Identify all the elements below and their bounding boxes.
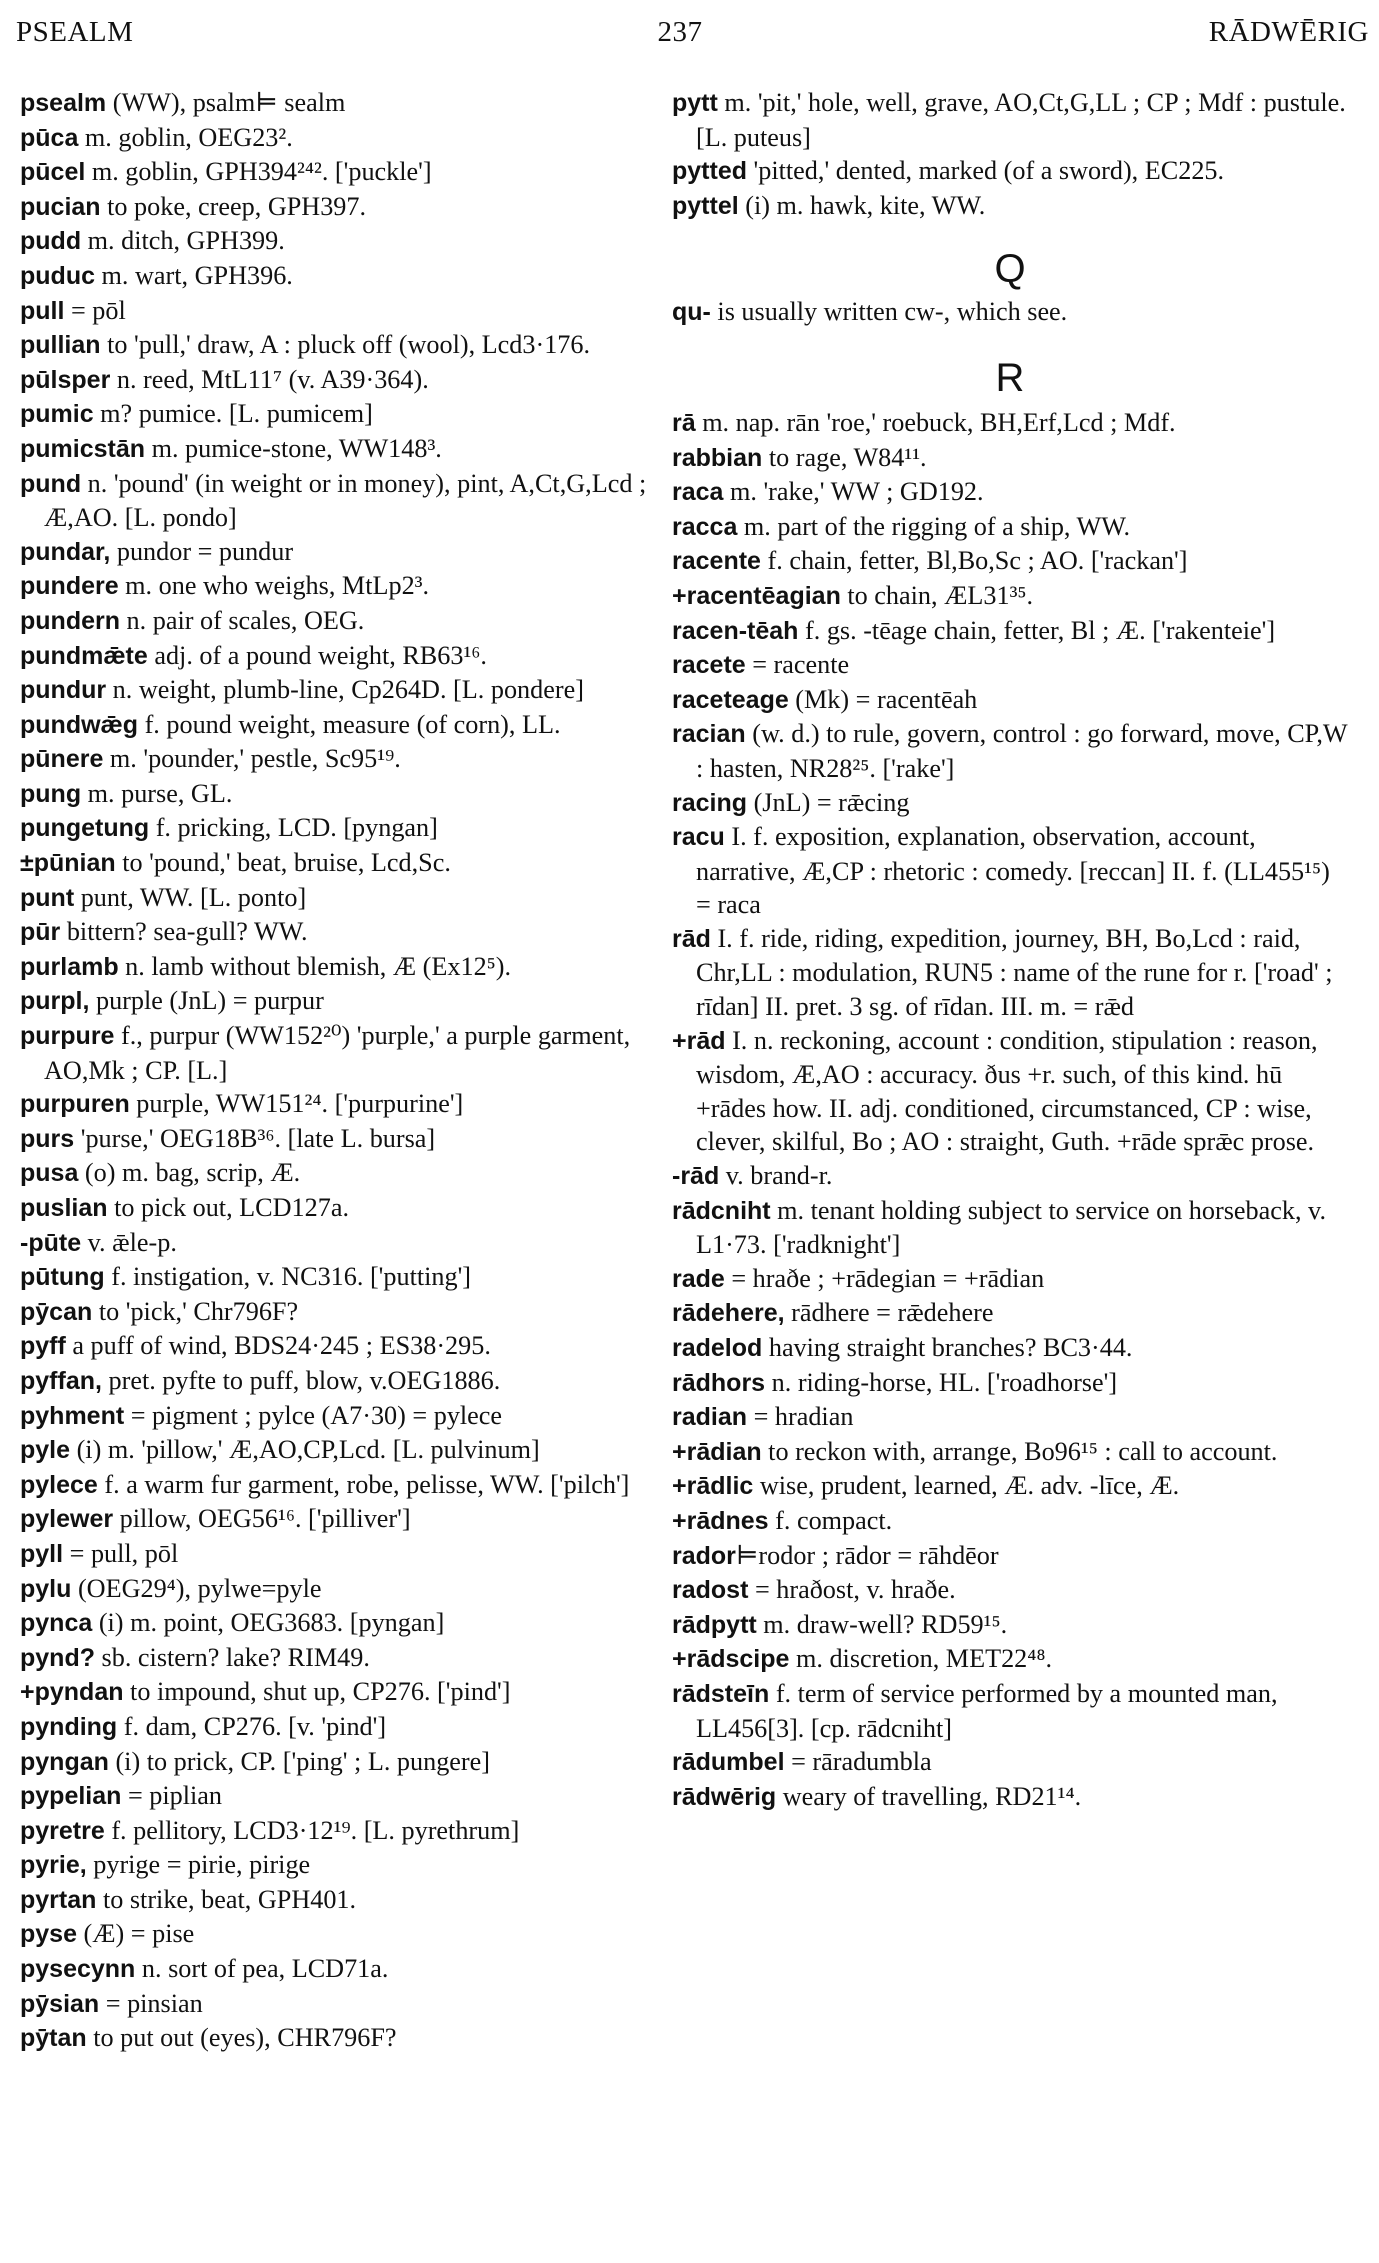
dictionary-entry [672, 1608, 1348, 1643]
entry-definition: f. chain, fetter, Bl,Bo,Sc ; AO. ['rackan'] [760, 546, 1188, 576]
entry-headword: purs [20, 1124, 75, 1153]
entry-definition: 'purse,' OEG18B³⁶. [late L. bursa] [74, 1123, 436, 1153]
dictionary-entry [672, 1539, 1348, 1574]
dictionary-entry [20, 1364, 668, 1399]
dictionary-entry [20, 1537, 668, 1572]
dictionary-entry [20, 915, 668, 950]
entry-headword: pȳtan [20, 2024, 87, 2053]
entry-headword: +rādian [672, 1437, 762, 1466]
dictionary-entry [20, 1606, 668, 1641]
entry-definition: (Æ) = pise [76, 1919, 195, 1949]
entry-headword: pūnere [20, 745, 104, 774]
header-right-guideword: RĀDWĒRIG [1208, 16, 1369, 48]
dictionary-entry [672, 922, 1348, 1024]
section-heading-q: Q [994, 247, 1026, 292]
entry-definition: (Mk) = racentēah [788, 684, 978, 714]
entry-definition: = pōl [64, 295, 126, 325]
entry-definition: f. gs. -tēage chain, fetter, Bl ; Æ. ['rakenteie'] [798, 615, 1276, 645]
dictionary-entry [20, 1260, 668, 1295]
dictionary-entry [20, 121, 668, 156]
dictionary-entry [672, 1780, 1348, 1815]
dictionary-entry [20, 673, 668, 708]
entry-definition: m. draw-well? RD59¹⁵. [756, 1609, 1008, 1639]
entry-headword: ±pūnian [20, 849, 116, 878]
entry-definition: m. wart, GPH396. [95, 260, 293, 290]
entry-headword: pūca [20, 123, 79, 152]
entry-definition: m. goblin, OEG23². [78, 122, 293, 152]
dictionary-entry [20, 86, 668, 121]
section-heading-r: R [995, 355, 1025, 400]
entry-headword: pundar, [20, 537, 111, 566]
entry-headword: rador [672, 1541, 736, 1570]
entry-definition: purple, WW151²⁴. ['purpurine'] [129, 1089, 464, 1119]
entry-definition: sb. cistern? lake? RIM49. [95, 1642, 370, 1672]
entry-headword: qu- [672, 298, 711, 327]
entry-headword: racu [672, 823, 725, 852]
entry-headword: pundere [20, 572, 119, 601]
dictionary-entry [672, 786, 1348, 821]
right-column-q-entries [672, 295, 1348, 330]
entry-headword: pȳcan [20, 1297, 93, 1326]
entry-definition: (w. d.) to rule, govern, control : go forward, move, CP,W : hasten, NR28²⁵. ['rake'] [696, 719, 1348, 783]
dictionary-entry [20, 1329, 668, 1364]
entry-definition: pret. pyfte to puff, blow, v.OEG1886. [101, 1365, 501, 1395]
dictionary-entry [20, 1572, 668, 1607]
entry-headword: pylewer [20, 1505, 114, 1534]
entry-definition: to 'pound,' beat, bruise, Lcd,Sc. [115, 848, 451, 878]
entry-headword: racing [672, 788, 748, 817]
entry-headword: pytted [672, 157, 747, 186]
dictionary-entry [20, 1191, 668, 1226]
entry-definition: m. purse, GL. [81, 778, 233, 808]
dictionary-entry [672, 1296, 1348, 1331]
entry-headword: rād [672, 924, 711, 953]
entry-definition: n. weight, plumb-line, Cp264D. [L. pondere] [106, 675, 584, 705]
entry-headword: racete [672, 651, 746, 680]
entry-headword: puslian [20, 1194, 108, 1222]
entry-headword: raca [672, 478, 724, 507]
entry-headword: psealm [20, 89, 107, 117]
entry-headword: -rād [672, 1162, 720, 1191]
entry-definition: to impound, shut up, CP276. ['pind'] [123, 1677, 511, 1707]
entry-definition: m. 'pit,' hole, well, grave, AO,Ct,G,LL ; CP ; Mdf : pustule. [L. puteus] [696, 88, 1346, 152]
entry-headword: +racentēagian [672, 581, 841, 610]
entry-headword: purlamb [20, 952, 119, 981]
entry-headword: pudd [20, 227, 82, 256]
entry-definition: purple (JnL) = purpur [89, 986, 324, 1016]
dictionary-entry [20, 708, 668, 743]
dictionary-entry [672, 1366, 1348, 1401]
entry-headword: puduc [20, 261, 95, 290]
entry-headword: purpure [20, 1022, 115, 1051]
entry-headword: pusa [20, 1159, 79, 1188]
entry-headword: pyff [20, 1332, 66, 1361]
entry-headword: pyll [20, 1539, 64, 1568]
entry-headword: pundern [20, 606, 120, 635]
entry-headword: purpl, [20, 987, 90, 1016]
dictionary-entry [672, 475, 1348, 510]
entry-definition: n. sort of pea, LCD71a. [135, 1954, 389, 1984]
dictionary-entry [20, 259, 668, 294]
dictionary-entry [20, 328, 668, 363]
entry-definition: n. riding-horse, HL. ['roadhorse'] [765, 1367, 1118, 1397]
entry-definition: adj. of a pound weight, RB63¹⁶. [147, 640, 487, 670]
dictionary-entry [672, 820, 1348, 922]
entry-headword: pynd? [20, 1643, 95, 1672]
entry-headword: racente [672, 547, 761, 576]
dictionary-entry [672, 1194, 1348, 1262]
entry-definition: punt, WW. [L. ponto] [74, 882, 307, 912]
dictionary-entry [20, 2021, 668, 2056]
dictionary-entry [20, 1019, 668, 1087]
dictionary-entry [672, 1504, 1348, 1539]
entry-headword: +rādscipe [672, 1645, 790, 1674]
entry-headword: racca [672, 512, 738, 541]
entry-definition: = racente [745, 650, 850, 680]
entry-definition: I. f. ride, riding, expedition, journey, BH, Bo,Lcd : raid, Chr,LL : modulation, RUN5 : name of the rune for r. ['road' ; rīdan] II. pret. 3 sg. of rīdan. III. m. = rǣd [696, 923, 1333, 1022]
entry-definition: to poke, creep, GPH397. [100, 191, 367, 221]
header-left-guideword: PSEALM [16, 16, 134, 48]
right-column-r-entries [672, 406, 1348, 1814]
entry-headword: pundur [20, 676, 107, 705]
entry-headword: racian [672, 720, 746, 749]
dictionary-entry [20, 1883, 668, 1918]
entry-headword: pungetung [20, 814, 150, 843]
entry-definition: pundor = pundur [110, 536, 294, 566]
entry-headword: pyle [20, 1436, 71, 1465]
dictionary-entry [20, 1468, 668, 1503]
entry-definition: m. part of the rigging of a ship, WW. [737, 511, 1131, 541]
entry-headword: pullian [20, 331, 101, 360]
entry-definition: (OEG29⁴), pylwe=pyle [71, 1573, 322, 1603]
dictionary-entry [20, 1745, 668, 1780]
entry-definition: f. dam, CP276. [v. 'pind'] [117, 1711, 387, 1741]
entry-definition: m. goblin, GPH394²⁴². ['puckle'] [85, 157, 432, 187]
dictionary-entry [20, 1987, 668, 2022]
dictionary-entry [672, 1159, 1348, 1194]
entry-definition: weary of travelling, RD21¹⁴. [776, 1781, 1082, 1811]
right-column-p-entries [672, 86, 1348, 223]
entry-headword: pȳsian [20, 1989, 100, 2018]
entry-headword: pyngan [20, 1747, 109, 1776]
entry-headword: pylece [20, 1470, 98, 1499]
entry-definition: n. lamb without blemish, Æ (Ex12⁵). [118, 951, 512, 981]
entry-definition: to strike, beat, GPH401. [96, 1884, 357, 1914]
dictionary-entry [672, 614, 1348, 649]
entry-headword: pysecynn [20, 1955, 136, 1984]
dictionary-entry [672, 86, 1348, 154]
entry-definition: = hraðost, v. hraðe. [748, 1575, 956, 1605]
left-column [20, 86, 668, 2056]
dictionary-entry [20, 1156, 668, 1191]
entry-headword: pyttel [672, 191, 739, 220]
entry-definition: is usually written cw-, which see. [710, 297, 1068, 327]
dictionary-entry [672, 579, 1348, 614]
entry-definition: f. term of service performed by a mounted man, LL456[3]. [cp. rādcniht] [696, 1678, 1278, 1743]
dictionary-entry [672, 1435, 1348, 1470]
dictionary-entry [672, 1331, 1348, 1366]
entry-headword: punt [20, 883, 75, 912]
entry-definition: wise, prudent, learned, Æ. adv. -līce, Æ. [753, 1471, 1180, 1501]
entry-headword: +pyndan [20, 1678, 124, 1707]
entry-headword: pung [20, 779, 82, 808]
dictionary-entry [672, 189, 1348, 224]
entry-definition: m. 'rake,' WW ; GD192. [723, 477, 984, 507]
entry-definition: n. pair of scales, OEG. [120, 605, 365, 635]
entry-headword: radost [672, 1576, 749, 1605]
dictionary-entry [672, 406, 1348, 441]
dictionary-entry [20, 984, 668, 1019]
entry-definition: pyrige = pirie, pirige [86, 1850, 311, 1880]
entry-headword: pytt [672, 89, 718, 117]
dictionary-entry [20, 1814, 668, 1849]
dictionary-entry [672, 1469, 1348, 1504]
dictionary-entry [672, 1400, 1348, 1435]
dictionary-entry [20, 1848, 668, 1883]
entry-headword: pumicstān [20, 434, 146, 463]
entry-headword: pyretre [20, 1816, 105, 1845]
entry-definition: m. one who weighs, MtLp2³. [118, 571, 430, 601]
dictionary-entry [672, 295, 1348, 330]
entry-headword: pyse [20, 1920, 77, 1949]
entry-headword: pumic [20, 400, 94, 429]
entry-definition: ⊨rodor ; rādor = rāhdēor [735, 1540, 999, 1570]
dictionary-entry [672, 1262, 1348, 1297]
entry-headword: rādhors [672, 1368, 766, 1397]
entry-definition: to rage, W84¹¹. [762, 442, 927, 472]
dictionary-entry [672, 154, 1348, 189]
entry-headword: pūlsper [20, 365, 111, 394]
entry-headword: +rādlic [672, 1472, 754, 1501]
entry-headword: rabbian [672, 443, 763, 472]
dictionary-entry [20, 569, 668, 604]
entry-definition: n. 'pound' (in weight or in money), pint, A,Ct,G,Lcd ; Æ,AO. [L. pondo] [44, 468, 647, 533]
entry-definition: to put out (eyes), CHR796F? [86, 2023, 397, 2053]
entry-definition: = piplian [121, 1781, 223, 1811]
dictionary-entry [20, 363, 668, 398]
dictionary-entry [672, 683, 1348, 718]
entry-definition: m. discretion, MET22⁴⁸. [789, 1644, 1053, 1674]
entry-headword: pūtung [20, 1263, 105, 1292]
entry-definition: (i) m. 'pillow,' Æ,AO,CP,Lcd. [L. pulvinum] [70, 1435, 540, 1465]
dictionary-entry [20, 639, 668, 674]
dictionary-entry [20, 846, 668, 881]
entry-definition: (i) m. point, OEG3683. [pyngan] [92, 1608, 445, 1638]
dictionary-entry [20, 1122, 668, 1157]
entry-definition: to chain, ÆL31³⁵. [840, 580, 1034, 610]
dictionary-entry [20, 811, 668, 846]
entry-definition: bittern? sea-gull? WW. [60, 917, 308, 947]
entry-headword: pucian [20, 192, 101, 221]
dictionary-entry [20, 1641, 668, 1676]
entry-headword: rādcniht [672, 1196, 771, 1225]
dictionary-entry [20, 224, 668, 259]
entry-definition: m. nap. rān 'roe,' roebuck, BH,Erf,Lcd ; Mdf. [695, 407, 1176, 437]
entry-headword: -pūte [20, 1228, 82, 1257]
entry-headword: rā [672, 408, 696, 437]
dictionary-entry [20, 1952, 668, 1987]
entry-definition: n. reed, MtL11⁷ (v. A39·364). [110, 364, 429, 394]
entry-definition: = pinsian [99, 1988, 203, 2018]
entry-definition: pillow, OEG56¹⁶. ['pilliver'] [113, 1504, 411, 1534]
dictionary-entry [672, 441, 1348, 476]
entry-definition: (o) m. bag, scrip, Æ. [78, 1158, 301, 1188]
entry-definition: rādhere = rǣdehere [784, 1298, 994, 1328]
entry-definition: v. ǣle-p. [81, 1227, 177, 1257]
dictionary-entry [20, 1502, 668, 1537]
page-number: 237 [657, 16, 703, 48]
entry-headword: pyffan, [20, 1366, 102, 1395]
dictionary-entry [672, 1024, 1348, 1159]
dictionary-entry [672, 1745, 1348, 1780]
dictionary-entry [672, 648, 1348, 683]
entry-definition: to 'pick,' Chr796F? [92, 1296, 299, 1326]
dictionary-entry [672, 1573, 1348, 1608]
entry-definition: to reckon with, arrange, Bo96¹⁵ : call to account. [761, 1436, 1278, 1466]
entry-headword: radian [672, 1403, 748, 1432]
entry-definition: = pigment ; pylce (A7·30) = pylece [124, 1400, 503, 1430]
entry-headword: purpuren [20, 1090, 130, 1119]
entry-headword: raceteage [672, 685, 789, 714]
entry-headword: rādumbel [672, 1748, 785, 1777]
dictionary-entry [20, 1087, 668, 1122]
dictionary-entry [20, 1295, 668, 1330]
entry-definition: f. pricking, LCD. [pyngan] [149, 813, 438, 843]
entry-definition: f. pound weight, measure (of corn), LL. [138, 709, 561, 739]
dictionary-entry [672, 510, 1348, 545]
dictionary-entry [20, 155, 668, 190]
entry-headword: pūr [20, 918, 61, 947]
dictionary-entry [672, 544, 1348, 579]
dictionary-entry [20, 1399, 668, 1434]
entry-definition: I. n. reckoning, account : condition, stipulation : reason, wisdom, Æ,AO : accuracy. ðus +r. such, of this kind. hū +rādes how. II. adj. conditioned, circumstanced, CP : wise, clever, skilful, Bo ; AO : straight, Guth. +rāde sprǣc prose. [696, 1025, 1318, 1157]
entry-headword: rādwērig [672, 1782, 777, 1811]
entry-definition: (JnL) = rǣcing [747, 787, 910, 817]
dictionary-entry [672, 717, 1348, 785]
entry-definition: having straight branches? BC3·44. [762, 1333, 1133, 1362]
page-header [0, 6, 1379, 56]
entry-definition: (i) to prick, CP. ['ping' ; L. pungere] [108, 1746, 490, 1776]
entry-headword: pynca [20, 1609, 93, 1638]
entry-definition: = rāradumbla [784, 1747, 932, 1777]
dictionary-entry [20, 881, 668, 916]
entry-definition: to pick out, LCD127a. [107, 1193, 349, 1222]
entry-definition: f. a warm fur garment, robe, pelisse, WW. ['pilch'] [97, 1469, 630, 1499]
entry-headword: pund [20, 469, 82, 498]
entry-definition: v. brand-r. [719, 1161, 833, 1191]
entry-headword: +rād [672, 1026, 726, 1055]
entry-headword: pylu [20, 1574, 72, 1603]
dictionary-entry [20, 1710, 668, 1745]
entry-definition: m. tenant holding subject to service on horseback, v. L1·73. ['radknight'] [696, 1195, 1326, 1260]
dictionary-entry [20, 604, 668, 639]
entry-headword: rādpytt [672, 1610, 757, 1639]
dictionary-entry [20, 1433, 668, 1468]
dictionary-entry [20, 950, 668, 985]
dictionary-entry [20, 1675, 668, 1710]
dictionary-entry [20, 535, 668, 570]
entry-headword: pull [20, 296, 65, 325]
entry-definition: I. f. exposition, explanation, observation, account, narrative, Æ,CP : rhetoric : comedy. [reccan] II. f. (LL455¹⁵) = raca [696, 822, 1330, 920]
dictionary-entry [20, 190, 668, 225]
dictionary-entry [20, 1917, 668, 1952]
entry-definition: m? pumice. [L. pumicem] [93, 399, 373, 429]
entry-definition: to 'pull,' draw, A : pluck off (wool), Lcd3·176. [100, 330, 591, 360]
dictionary-entry [20, 432, 668, 467]
entry-definition: = pull, pōl [63, 1538, 179, 1568]
entry-definition: (WW), psalm⊨ sealm [106, 88, 346, 117]
dictionary-entry [20, 777, 668, 812]
entry-headword: rade [672, 1264, 725, 1293]
entry-definition: (i) m. hawk, kite, WW. [738, 190, 986, 220]
dictionary-entry [672, 1677, 1348, 1745]
entry-headword: pynding [20, 1712, 118, 1741]
entry-headword: radelod [672, 1334, 763, 1362]
entry-headword: pyrtan [20, 1885, 97, 1914]
right-column [672, 86, 1348, 1814]
entry-definition: a puff of wind, BDS24·245 ; ES38·295. [65, 1331, 491, 1361]
entry-headword: rādsteīn [672, 1679, 770, 1708]
entry-definition: f. pellitory, LCD3·12¹⁹. [L. pyrethrum] [104, 1815, 520, 1845]
entry-definition: m. pumice-stone, WW148³. [145, 433, 442, 463]
entry-headword: pypelian [20, 1782, 122, 1811]
entry-definition: m. ditch, GPH399. [81, 226, 285, 256]
entry-definition: = hradian [747, 1402, 854, 1432]
entry-definition: f., purpur (WW152²⁰) 'purple,' a purple garment, AO,Mk ; CP. [L.] [44, 1021, 631, 1085]
entry-headword: pyrie, [20, 1851, 87, 1880]
entry-headword: pundwǣg [20, 710, 139, 739]
entry-headword: pundmǣte [20, 641, 148, 670]
entry-headword: pyhment [20, 1401, 125, 1430]
dictionary-entry [20, 1779, 668, 1814]
entry-headword: rādehere, [672, 1299, 785, 1328]
dictionary-entry [672, 1642, 1348, 1677]
entry-headword: +rādnes [672, 1506, 769, 1535]
dictionary-entry [20, 467, 668, 535]
dictionary-entry [20, 1226, 668, 1261]
entry-definition: m. 'pounder,' pestle, Sc95¹⁹. [103, 744, 401, 774]
entry-definition: 'pitted,' dented, marked (of a sword), EC225. [747, 156, 1225, 186]
entry-headword: racen-tēah [672, 616, 799, 645]
dictionary-entry [20, 294, 668, 329]
entry-definition: = hraðe ; +rādegian = +rādian [724, 1263, 1045, 1293]
dictionary-entry [20, 742, 668, 777]
dictionary-entry [20, 397, 668, 432]
entry-definition: f. instigation, v. NC316. ['putting'] [104, 1262, 472, 1292]
entry-headword: pūcel [20, 158, 86, 187]
entry-definition: f. compact. [768, 1505, 893, 1535]
